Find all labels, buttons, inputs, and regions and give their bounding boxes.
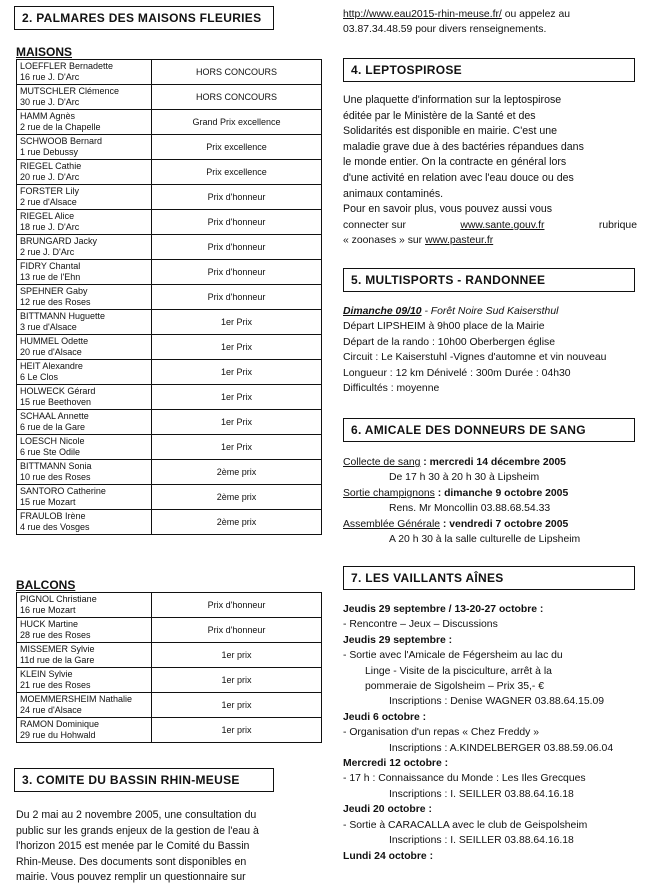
winner-cell [17, 135, 152, 160]
prize-cell: 2ème prix [152, 485, 322, 510]
prize-cell: 1er Prix [152, 360, 322, 385]
event-detail: Inscriptions : I. SEILLER 03.88.64.16.18 [389, 835, 574, 847]
prize-cell: Prix d'honneur [152, 260, 322, 285]
section-7-header: 7. LES VAILLANTS AÎNES [343, 566, 635, 590]
event-detail: Inscriptions : Denise WAGNER 03.88.64.15.09 [389, 696, 605, 708]
event-detail: Linge - Visite de la pisciculture, arrêt à la [365, 665, 552, 677]
winner-street: 24 rue d'Alsace [20, 705, 82, 715]
event-detail: pommeraie de Sigolsheim – Prix 35,- € [365, 681, 545, 693]
text-line: maladie grave due à des bactéries répandues dans [343, 140, 584, 153]
prize-cell: Prix d'honneur [152, 593, 322, 618]
table-row [17, 360, 322, 385]
prize-cell: Grand Prix excellence [152, 110, 322, 135]
winner-street: 21 rue des Roses [20, 680, 91, 690]
winner-name: FORSTER Lily [20, 186, 80, 196]
winner-cell [17, 435, 152, 460]
winner-street: 6 rue de la Gare [20, 422, 86, 432]
table-row [17, 435, 322, 460]
winner-name: HAMM Agnès [20, 111, 76, 121]
prize-cell: 2ème prix [152, 510, 322, 535]
winner-name: BITTMANN Huguette [20, 311, 106, 321]
prize-cell: Prix d'honneur [152, 235, 322, 260]
winner-name: HUCK Martine [20, 619, 79, 629]
winner-cell [17, 360, 152, 385]
winner-cell [17, 285, 152, 310]
table-row [17, 618, 322, 643]
table-row [17, 260, 322, 285]
winner-name: BITTMANN Sonia [20, 461, 92, 471]
table-row [17, 385, 322, 410]
winner-street: 18 rue J. D'Arc [20, 222, 80, 232]
winner-street: 4 rue des Vosges [20, 522, 90, 532]
prize-cell: HORS CONCOURS [152, 60, 322, 85]
winner-street: 6 Le Clos [20, 372, 59, 382]
balcons-heading: BALCONS [16, 578, 76, 592]
event-date: Jeudis 29 septembre : [343, 634, 453, 646]
winner-name: BRUNGARD Jacky [20, 236, 98, 246]
phone-line: 03.87.34.48.59 pour divers renseignements. [343, 24, 547, 36]
winner-cell [17, 210, 152, 235]
event-detail: - Rencontre – Jeux – Discussions [343, 619, 498, 631]
prize-cell: 1er prix [152, 693, 322, 718]
table-row [17, 460, 322, 485]
table-row [17, 210, 322, 235]
winner-street: 15 rue Mozart [20, 497, 76, 507]
collecte-label: Collecte de sang [343, 457, 421, 468]
winner-street: 29 rue du Hohwald [20, 730, 96, 740]
table-row [17, 643, 322, 668]
winner-name: MOEMMERSHEIM Nathalie [20, 694, 133, 704]
section-3-continued [343, 7, 645, 38]
prize-cell: 1er Prix [152, 385, 322, 410]
winner-street: 2 rue J. D'Arc [20, 247, 75, 257]
prize-cell: Prix d'honneur [152, 185, 322, 210]
zoonoses-text: « zoonases » sur [343, 235, 426, 247]
winner-street: 6 rue Ste Odile [20, 447, 81, 457]
text-line: mairie. Vous pouvez remplir un questionnaire sur [16, 871, 246, 884]
winner-street: 10 rue des Roses [20, 472, 91, 482]
section-3-header: 3. COMITE DU BASSIN RHIN-MEUSE [14, 768, 274, 792]
maisons-table [16, 59, 322, 535]
winner-street: 28 rue des Roses [20, 630, 91, 640]
event-date: Jeudis 29 septembre / 13-20-27 octobre : [343, 604, 544, 615]
winner-name: LOESCH Nicole [20, 436, 85, 446]
winner-street: 16 rue J. D'Arc [20, 72, 80, 82]
table-row [17, 410, 322, 435]
winner-cell [17, 643, 152, 668]
maisons-heading: MAISONS [16, 45, 73, 59]
prize-cell: 1er Prix [152, 410, 322, 435]
section-4-body [343, 93, 637, 249]
prize-cell: Prix excellence [152, 135, 322, 160]
winner-name: RIEGEL Cathie [20, 161, 82, 171]
rando-destination: - Forêt Noire Sud Kaisersthul [421, 306, 559, 317]
balcons-table [16, 592, 322, 743]
text-line: Départ de la rando : 10h00 Oberbergen église [343, 336, 555, 348]
text-line: Du 2 mai au 2 novembre 2005, une consultation du [16, 809, 257, 821]
table-row [17, 335, 322, 360]
pasteur-link[interactable]: www.pasteur.fr [425, 235, 494, 247]
assemblee-label: Assemblée Générale [343, 518, 441, 530]
event-detail: - Sortie à CARACALLA avec le club de Geispolsheim [343, 819, 588, 831]
prize-cell: 1er prix [152, 718, 322, 743]
text-line: Pour en savoir plus, vous pouvez aussi vous [343, 203, 553, 216]
winner-name: RAMON Dominique [20, 719, 100, 729]
table-row [17, 185, 322, 210]
table-row [17, 235, 322, 260]
event-detail: - Organisation d'un repas « Chez Freddy » [343, 727, 540, 739]
table-row [17, 85, 322, 110]
table-row [17, 693, 322, 718]
table-row [17, 110, 322, 135]
table-row [17, 485, 322, 510]
assemblee-place: A 20 h 30 à la salle culturelle de Lipsheim [389, 534, 581, 546]
table-row [17, 60, 322, 85]
winner-name: SPEHNER Gaby [20, 286, 88, 296]
winner-name: SCHAAL Annette [20, 411, 89, 421]
text-line: animaux contaminés. [343, 187, 444, 200]
prize-cell: HORS CONCOURS [152, 85, 322, 110]
winner-name: FRAULOB Irène [20, 511, 86, 521]
winner-cell [17, 110, 152, 135]
winner-cell [17, 460, 152, 485]
table-row [17, 135, 322, 160]
champignons-date: : dimanche 9 octobre 2005 [434, 487, 569, 499]
section-6-body [343, 455, 645, 547]
text-line: Rhin-Meuse. Des documents sont disponibles en [16, 855, 247, 868]
winner-street: 30 rue J. D'Arc [20, 97, 80, 107]
winner-cell [17, 160, 152, 185]
link-after-text: ou appelez au [501, 9, 571, 20]
winner-name: MUTSCHLER Clémence [20, 86, 120, 96]
winner-cell [17, 60, 152, 85]
collecte-hours: De 17 h 30 à 20 h 30 à Lipsheim [389, 472, 540, 484]
winner-cell [17, 85, 152, 110]
section-3-body [16, 808, 320, 886]
winner-cell [17, 668, 152, 693]
prize-cell: Prix excellence [152, 160, 322, 185]
winner-cell [17, 593, 152, 618]
connect-text: connecter sur [343, 219, 406, 231]
winner-cell [17, 260, 152, 285]
rubrique-text: rubrique [598, 219, 637, 231]
section-4-header: 4. LEPTOSPIROSE [343, 58, 635, 82]
winner-cell [17, 235, 152, 260]
sante-link[interactable]: www.sante.gouv.fr [460, 219, 545, 231]
table-row [17, 593, 322, 618]
prize-cell: Prix d'honneur [152, 210, 322, 235]
winner-street: 3 rue d'Alsace [20, 322, 77, 332]
section-6-header: 6. AMICALE DES DONNEURS DE SANG [343, 418, 635, 442]
event-date: Jeudi 6 octobre : [343, 711, 427, 723]
text-line: public sur les grands enjeux de la gestion de l'eau à [16, 824, 259, 837]
prize-cell: 1er Prix [152, 310, 322, 335]
text-line: d'une activité en relation avec l'eau douce ou des [343, 171, 574, 184]
event-date: Lundi 24 octobre : [343, 850, 434, 862]
winner-cell [17, 335, 152, 360]
champignons-contact: Rens. Mr Moncollin 03.88.68.54.33 [389, 503, 551, 515]
text-line: Longueur : 12 km Dénivelé : 300m Durée : 04h30 [343, 367, 571, 379]
table-row [17, 718, 322, 743]
table-row [17, 160, 322, 185]
prize-cell: 1er Prix [152, 335, 322, 360]
winner-cell [17, 185, 152, 210]
winner-cell [17, 310, 152, 335]
prize-cell: Prix d'honneur [152, 618, 322, 643]
text-line: Solidarités est disponible en mairie. C'est une [343, 125, 558, 138]
winner-street: 13 rue de l'Ehn [20, 272, 81, 282]
collecte-date: : mercredi 14 décembre 2005 [420, 457, 566, 468]
winner-street: 1 rue Debussy [20, 147, 79, 157]
section-7-body [343, 602, 645, 864]
event-date: Mercredi 12 octobre : [343, 758, 449, 770]
winner-cell [17, 510, 152, 535]
event-date: Jeudi 20 octobre : [343, 804, 432, 816]
event-detail: Inscriptions : I. SEILLER 03.88.64.16.18 [389, 788, 574, 800]
winner-name: HUMMEL Odette [20, 336, 89, 346]
text-line: Une plaquette d'information sur la leptospirose [343, 94, 562, 106]
table-row [17, 310, 322, 335]
winner-street: 2 rue d'Alsace [20, 197, 77, 207]
prize-cell: 2ème prix [152, 460, 322, 485]
winner-street: 2 rue de la Chapelle [20, 122, 101, 132]
table-row [17, 285, 322, 310]
champignons-label: Sortie champignons [343, 487, 435, 499]
event-detail: - Sortie avec l'Amicale de Fégersheim au lac du [343, 650, 563, 662]
section-2-header: 2. PALMARES DES MAISONS FLEURIES [14, 6, 274, 30]
winner-name: MISSEMER Sylvie [20, 644, 95, 654]
winner-street: 20 rue J. D'Arc [20, 172, 80, 182]
winner-cell [17, 485, 152, 510]
winner-name: SANTORO Catherine [20, 486, 106, 496]
rando-details [343, 319, 648, 396]
winner-name: HOLWECK Gérard [20, 386, 96, 396]
winner-street: 12 rue des Roses [20, 297, 91, 307]
winner-street: 11d rue de la Gare [20, 655, 95, 665]
rando-date: Dimanche 09/10 [343, 306, 422, 317]
event-detail: Inscriptions : A.KINDELBERGER 03.88.59.06.04 [389, 742, 614, 754]
winner-name: HEIT Alexandre [20, 361, 83, 371]
text-line: Difficultés : moyenne [343, 383, 440, 395]
text-line: l'horizon 2015 est menée par le Comité du Bassin [16, 840, 250, 853]
winner-street: 15 rue Beethoven [20, 397, 92, 407]
winner-street: 16 rue Mozart [20, 605, 76, 615]
winner-cell [17, 718, 152, 743]
prize-cell: 1er prix [152, 668, 322, 693]
text-line: le monde entier. On la contracte en général lors [343, 156, 567, 169]
text-line: éditée par le Ministère de la Santé et des [343, 109, 536, 122]
winner-cell [17, 693, 152, 718]
winner-name: RIEGEL Alice [20, 211, 75, 221]
winner-name: FIDRY Chantal [20, 261, 81, 271]
section-5-header: 5. MULTISPORTS - RANDONNEE [343, 268, 635, 292]
eau2015-link[interactable]: http://www.eau2015-rhin-meuse.fr/ [343, 9, 502, 20]
prize-cell: Prix d'honneur [152, 285, 322, 310]
winner-name: KLEIN Sylvie [20, 669, 73, 679]
winner-name: LOEFFLER Bernadette [20, 61, 114, 71]
event-detail: - 17 h : Connaissance du Monde : Les Iles Grecques [343, 773, 586, 785]
winner-name: PIGNOL Christiane [20, 594, 97, 604]
table-row [17, 668, 322, 693]
winner-name: SCHWOOB Bernard [20, 136, 103, 146]
section-5-body [343, 304, 648, 396]
prize-cell: 1er Prix [152, 435, 322, 460]
winner-street: 20 rue d'Alsace [20, 347, 82, 357]
text-line: Circuit : Le Kaiserstuhl -Vignes d'automne et vin nouveau [343, 352, 607, 364]
text-line: Départ LIPSHEIM à 9h00 place de la Mairie [343, 321, 545, 333]
assemblee-date: : vendredi 7 octobre 2005 [440, 518, 569, 530]
winner-cell [17, 385, 152, 410]
winner-cell [17, 410, 152, 435]
prize-cell: 1er prix [152, 643, 322, 668]
table-row [17, 510, 322, 535]
winner-cell [17, 618, 152, 643]
